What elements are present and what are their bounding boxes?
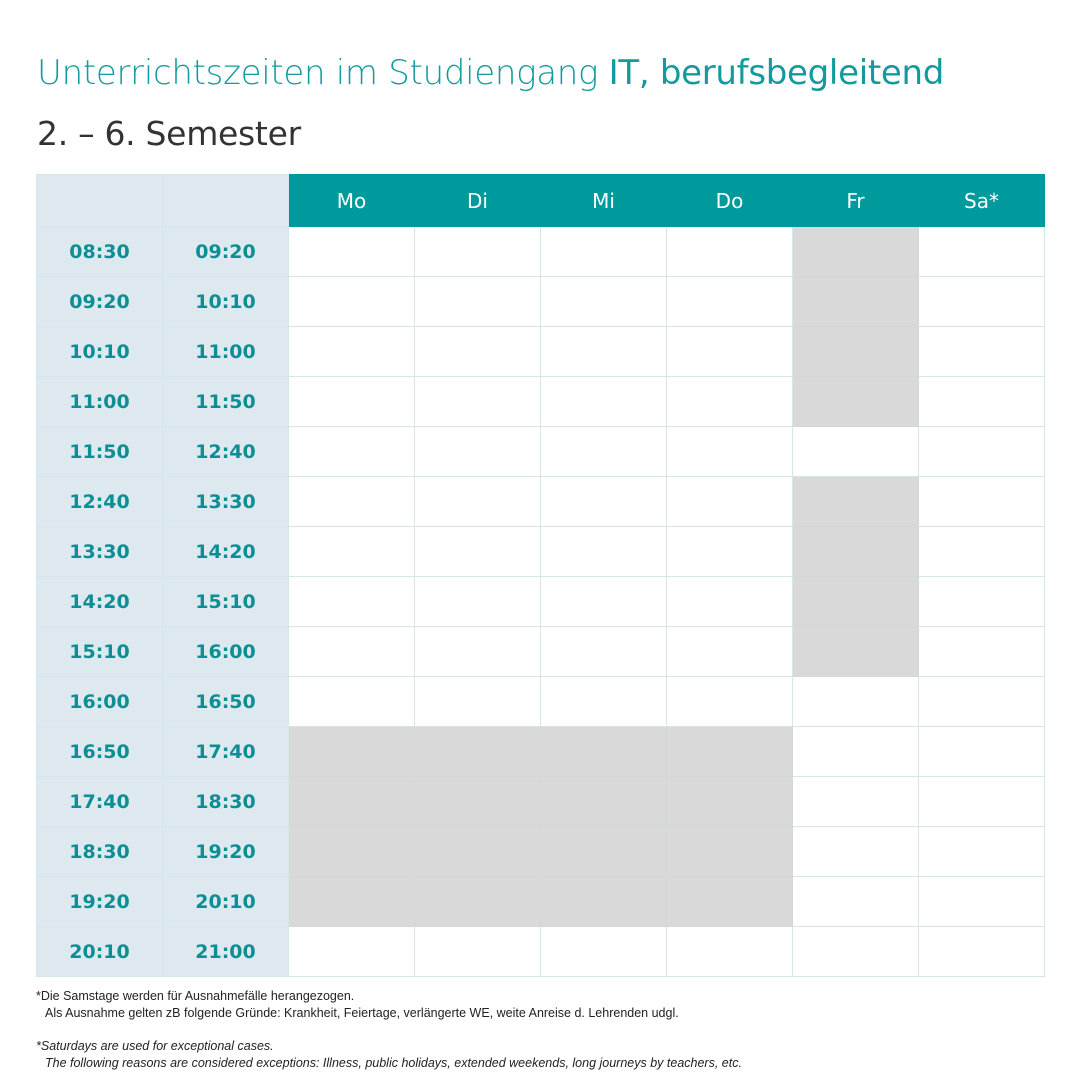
blocked-cell-mi (541, 777, 667, 827)
schedule-cell-do (667, 227, 793, 277)
schedule-cell-sa (919, 827, 1045, 877)
blocked-cell-fr (793, 577, 919, 627)
footnote-en-line1: *Saturdays are used for exceptional cases. (36, 1039, 274, 1053)
schedule-cell-di (415, 627, 541, 677)
slot-start-time: 19:20 (37, 877, 163, 927)
schedule-cell-sa (919, 377, 1045, 427)
slot-end-time: 14:20 (163, 527, 289, 577)
footnotes (36, 988, 1056, 1072)
schedule-cell-sa (919, 477, 1045, 527)
slot-start-time: 15:10 (37, 627, 163, 677)
schedule-cell-do (667, 577, 793, 627)
slot-end-time: 21:00 (163, 927, 289, 977)
table-row (37, 377, 1045, 427)
schedule-cell-fr (793, 727, 919, 777)
blocked-cell-mo (289, 877, 415, 927)
slot-end-time: 16:50 (163, 677, 289, 727)
schedule-cell-mo (289, 477, 415, 527)
schedule-cell-mo (289, 227, 415, 277)
schedule-cell-mo (289, 627, 415, 677)
schedule-cell-mo (289, 577, 415, 627)
schedule-cell-sa (919, 777, 1045, 827)
schedule-cell-di (415, 577, 541, 627)
table-row (37, 227, 1045, 277)
table-row (37, 627, 1045, 677)
blocked-cell-fr (793, 627, 919, 677)
slot-start-time: 17:40 (37, 777, 163, 827)
slot-start-time: 10:10 (37, 327, 163, 377)
schedule-cell-di (415, 227, 541, 277)
schedule-cell-do (667, 527, 793, 577)
schedule-cell-mo (289, 927, 415, 977)
schedule-cell-mi (541, 577, 667, 627)
slot-end-time: 09:20 (163, 227, 289, 277)
header-start-time (37, 175, 163, 227)
schedule-cell-sa (919, 877, 1045, 927)
schedule-body (37, 227, 1045, 977)
slot-start-time: 16:50 (37, 727, 163, 777)
schedule-cell-sa (919, 227, 1045, 277)
schedule-cell-sa (919, 277, 1045, 327)
schedule-cell-di (415, 927, 541, 977)
blocked-cell-do (667, 877, 793, 927)
slot-start-time: 11:50 (37, 427, 163, 477)
blocked-cell-di (415, 877, 541, 927)
day-header-di: Di (415, 175, 541, 227)
day-header-mo: Mo (289, 175, 415, 227)
schedule-cell-mi (541, 277, 667, 327)
schedule-cell-fr (793, 427, 919, 477)
footnote-english (36, 1038, 1056, 1072)
blocked-cell-do (667, 727, 793, 777)
schedule-cell-do (667, 377, 793, 427)
blocked-cell-mi (541, 727, 667, 777)
blocked-cell-di (415, 827, 541, 877)
slot-start-time: 13:30 (37, 527, 163, 577)
blocked-cell-di (415, 727, 541, 777)
table-row (37, 877, 1045, 927)
blocked-cell-mo (289, 727, 415, 777)
title-strong: IT, berufsbegleitend (608, 53, 945, 93)
blocked-cell-do (667, 827, 793, 877)
table-row (37, 927, 1045, 977)
slot-end-time: 13:30 (163, 477, 289, 527)
schedule-cell-sa (919, 677, 1045, 727)
slot-end-time: 17:40 (163, 727, 289, 777)
slot-end-time: 10:10 (163, 277, 289, 327)
schedule-cell-di (415, 477, 541, 527)
schedule-cell-do (667, 627, 793, 677)
slot-start-time: 09:20 (37, 277, 163, 327)
schedule-cell-fr (793, 827, 919, 877)
schedule-cell-sa (919, 327, 1045, 377)
schedule-cell-di (415, 427, 541, 477)
blocked-cell-mo (289, 827, 415, 877)
page-title (37, 52, 944, 94)
blocked-cell-mo (289, 777, 415, 827)
footnote-de-line2: Als Ausnahme gelten zB folgende Gründe: Krankheit, Feiertage, verlängerte WE, weite Anreise d. Lehrenden udgl. (45, 1006, 679, 1020)
schedule-cell-mi (541, 377, 667, 427)
day-header-sa: Sa* (919, 175, 1045, 227)
blocked-cell-fr (793, 527, 919, 577)
table-row (37, 727, 1045, 777)
schedule-cell-mi (541, 927, 667, 977)
blocked-cell-fr (793, 277, 919, 327)
schedule-cell-mo (289, 377, 415, 427)
slot-end-time: 18:30 (163, 777, 289, 827)
title-light: Unterrichtszeiten im Studiengang (37, 53, 609, 93)
slot-end-time: 16:00 (163, 627, 289, 677)
slot-start-time: 20:10 (37, 927, 163, 977)
schedule-cell-di (415, 527, 541, 577)
schedule-cell-sa (919, 427, 1045, 477)
schedule-cell-sa (919, 577, 1045, 627)
schedule-cell-fr (793, 927, 919, 977)
schedule-cell-fr (793, 777, 919, 827)
blocked-cell-di (415, 777, 541, 827)
table-row (37, 677, 1045, 727)
schedule-cell-sa (919, 927, 1045, 977)
schedule-cell-fr (793, 677, 919, 727)
schedule-cell-mi (541, 677, 667, 727)
schedule-cell-mo (289, 677, 415, 727)
footnote-german (36, 988, 1056, 1022)
schedule-cell-mo (289, 427, 415, 477)
blocked-cell-fr (793, 377, 919, 427)
schedule-cell-di (415, 277, 541, 327)
blocked-cell-do (667, 777, 793, 827)
schedule-cell-mo (289, 327, 415, 377)
footnote-de-line1: *Die Samstage werden für Ausnahmefälle herangezogen. (36, 989, 355, 1003)
table-row (37, 427, 1045, 477)
schedule-cell-fr (793, 877, 919, 927)
slot-start-time: 11:00 (37, 377, 163, 427)
footnote-en-line2: The following reasons are considered exceptions: Illness, public holidays, extended weekends, long journeys by teachers, etc. (45, 1056, 742, 1070)
day-header-mi: Mi (541, 175, 667, 227)
slot-end-time: 11:00 (163, 327, 289, 377)
blocked-cell-fr (793, 477, 919, 527)
page-subtitle: 2. – 6. Semester (37, 114, 301, 153)
header-end-time (163, 175, 289, 227)
schedule-cell-sa (919, 527, 1045, 577)
blocked-cell-mi (541, 877, 667, 927)
blocked-cell-mi (541, 827, 667, 877)
schedule-cell-mi (541, 327, 667, 377)
table-row (37, 527, 1045, 577)
schedule-cell-do (667, 927, 793, 977)
schedule-cell-di (415, 327, 541, 377)
header-row (37, 175, 1045, 227)
day-header-fr: Fr (793, 175, 919, 227)
schedule-cell-mi (541, 527, 667, 577)
schedule-cell-do (667, 477, 793, 527)
slot-end-time: 20:10 (163, 877, 289, 927)
slot-end-time: 12:40 (163, 427, 289, 477)
slot-end-time: 19:20 (163, 827, 289, 877)
schedule-cell-mi (541, 427, 667, 477)
blocked-cell-fr (793, 327, 919, 377)
schedule-cell-di (415, 677, 541, 727)
schedule-cell-mo (289, 277, 415, 327)
schedule-cell-mi (541, 227, 667, 277)
slot-start-time: 18:30 (37, 827, 163, 877)
table-row (37, 477, 1045, 527)
schedule-cell-mi (541, 477, 667, 527)
schedule-cell-mo (289, 527, 415, 577)
table-row (37, 277, 1045, 327)
slot-end-time: 15:10 (163, 577, 289, 627)
blocked-cell-fr (793, 227, 919, 277)
table-row (37, 577, 1045, 627)
schedule-cell-do (667, 277, 793, 327)
slot-start-time: 08:30 (37, 227, 163, 277)
schedule-cell-di (415, 377, 541, 427)
schedule-cell-mi (541, 627, 667, 677)
slot-start-time: 14:20 (37, 577, 163, 627)
table-row (37, 327, 1045, 377)
schedule-cell-do (667, 327, 793, 377)
schedule-table (36, 174, 1045, 977)
slot-end-time: 11:50 (163, 377, 289, 427)
schedule-cell-do (667, 677, 793, 727)
schedule-cell-sa (919, 627, 1045, 677)
table-row (37, 777, 1045, 827)
table-row (37, 827, 1045, 877)
schedule-cell-do (667, 427, 793, 477)
schedule-cell-sa (919, 727, 1045, 777)
day-header-do: Do (667, 175, 793, 227)
slot-start-time: 16:00 (37, 677, 163, 727)
slot-start-time: 12:40 (37, 477, 163, 527)
